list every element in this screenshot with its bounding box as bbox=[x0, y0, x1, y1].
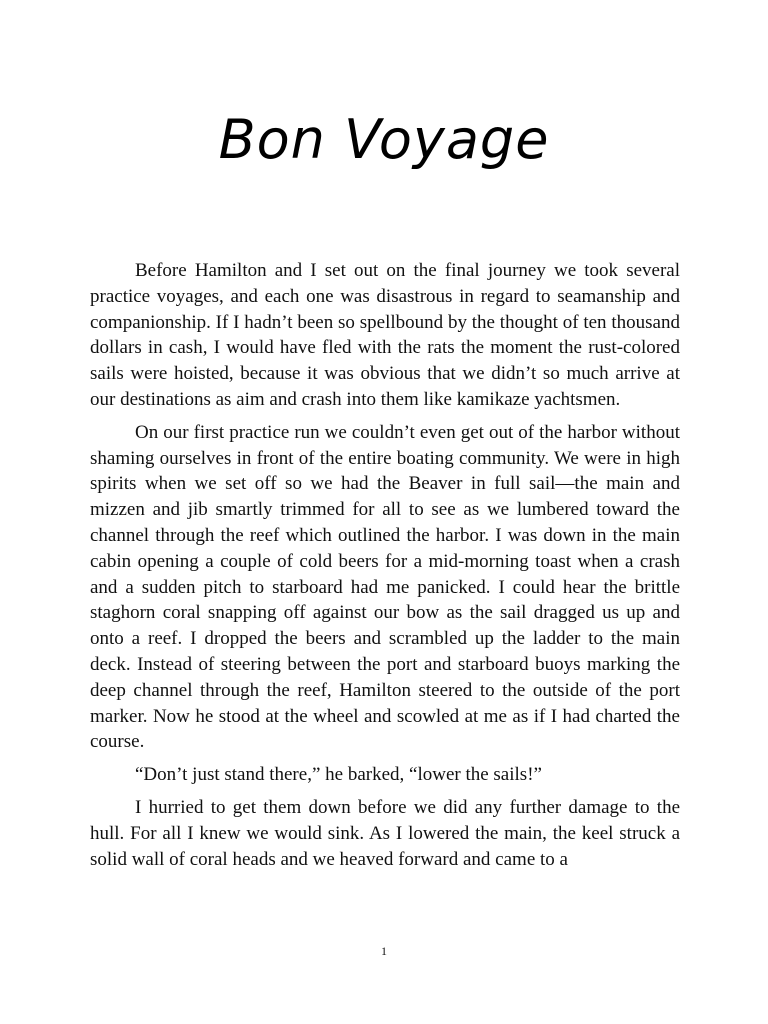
paragraph: I hurried to get them down before we did any further damage to the hull. For all I knew we would sink. As I lowered the main, the keel struck a solid wall of coral heads and we heaved forward and came to a bbox=[90, 796, 680, 870]
chapter-title: Bon Voyage bbox=[218, 108, 550, 171]
page-number: 1 bbox=[381, 944, 387, 958]
paragraph: On our first practice run we couldn’t even get out of the harbor without shaming ourselves in front of the entire boating community. We were in high spirits when we set off so we had the Beaver in full sail—the main and mizzen and jib smartly trimmed for all to see as we lumbered toward the channel through the reef which outlined the harbor. I was down in the main cabin opening a couple of cold beers for a mid-morning toast when a crash and a sudden pitch to starboard had me panicked. I could hear the brittle staghorn coral snapping off against our bow as the sail dragged us up and onto a reef. I dropped the beers and scrambled up the ladder to the main deck. Instead of steering between the port and starboard buoys marking the deep channel through the reef, Hamilton steered to the outside of the port marker. Now he stood at the wheel and scowled at me as if I had charted the course. bbox=[90, 421, 680, 753]
body-text bbox=[90, 258, 680, 879]
paragraph: Before Hamilton and I set out on the final journey we took several practice voyages, and each one was disastrous in regard to seamanship and companionship. If I hadn’t been so spellbound by the thought of ten thousand dollars in cash, I would have fled with the rats the moment the rust-colored sails were hoisted, because it was obvious that we didn’t so much arrive at our destinations as aim and crash into them like kamikaze yachtsmen. bbox=[90, 260, 680, 410]
paragraph: “Don’t just stand there,” he barked, “lower the sails!” bbox=[135, 764, 542, 786]
